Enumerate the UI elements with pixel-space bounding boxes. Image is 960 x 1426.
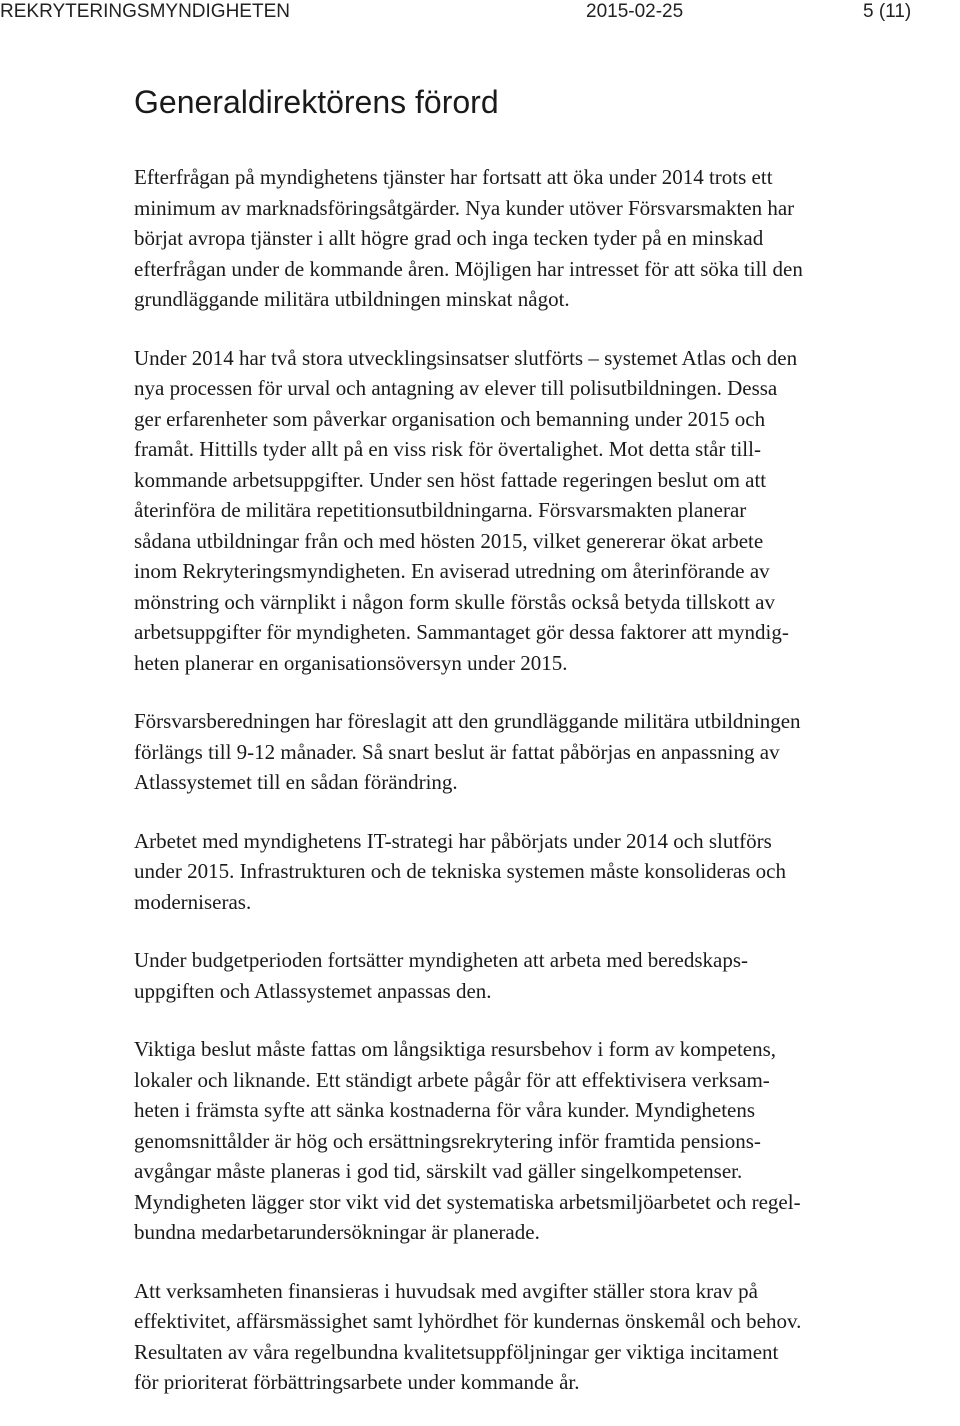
text-line: inom Rekryteringsmyndigheten. En aviserad utredning om återinförande av	[134, 559, 770, 583]
paragraph	[134, 945, 960, 1006]
text-line: Myndigheten lägger stor vikt vid det systematiska arbetsmiljöarbetet och regel-	[134, 1189, 801, 1214]
text-line: Under 2014 har två stora utvecklingsinsatser slutförts – systemet Atlas och den	[134, 345, 798, 370]
text-line: sådana utbildningar från och med hösten 2015, vilket genererar ökat arbete	[134, 528, 764, 553]
page-title: Generaldirektörens förord	[134, 84, 499, 120]
header-page-number: 5 (11)	[863, 1, 912, 22]
text-line: lokaler och liknande. Ett ständigt arbete pågår för att effektivisera verksam-	[134, 1067, 770, 1092]
text-line: effektivitet, affärsmässighet samt lyhördhet för kundernas önskemål och behov.	[134, 1309, 802, 1333]
page-header	[0, 0, 960, 28]
text-line: Under budgetperioden fortsätter myndigheten att arbeta med beredskaps-	[134, 948, 749, 972]
paragraph	[134, 706, 960, 798]
text-line: genomsnittålder är hög och ersättningsrekrytering inför framtida pensions-	[134, 1128, 761, 1153]
text-line: kommande arbetsuppgifter. Under sen höst fattade regeringen beslut om att	[134, 467, 767, 492]
text-line: Att verksamheten finansieras i huvudsak med avgifter ställer stora krav på	[134, 1278, 758, 1303]
text-line: börjat avropa tjänster i allt högre grad och inga tecken tyder på en minskad	[134, 226, 764, 250]
text-line: återinföra de militära repetitionsutbildningarna. Försvarsmakten planerar	[134, 498, 747, 522]
text-line: avgångar måste planeras i god tid, särskilt vad gäller singelkompetenser.	[134, 1159, 743, 1183]
text-line: förlängs till 9-12 månader. Så snart beslut är fattat påbörjas en anpassning av	[134, 739, 780, 764]
header-date: 2015-02-25	[586, 1, 684, 22]
text-line: heten i främsta syfte att sänka kostnaderna för våra kunder. Myndighetens	[134, 1098, 756, 1122]
text-line: Efterfrågan på myndighetens tjänster har fortsatt att öka under 2014 trots ett	[134, 165, 773, 189]
text-line: arbetsuppgifter för myndigheten. Sammantaget gör dessa faktorer att myndig-	[134, 620, 789, 644]
text-line: minimum av marknadsföringsåtgärder. Nya kunder utöver Försvarsmakten har	[134, 195, 795, 220]
paragraph	[134, 343, 960, 679]
text-line: mönstring och värnplikt i någon form skulle förstås också betyda tillskott av	[134, 589, 775, 614]
text-line: heten planerar en organisationsöversyn under 2015.	[134, 650, 568, 675]
text-line: under 2015. Infrastrukturen och de tekniska systemen måste konsolideras och	[134, 859, 786, 883]
text-line: för prioriterat förbättringsarbete under kommande år.	[134, 1370, 580, 1394]
text-line: efterfrågan under de kommande åren. Möjligen har intresset för att söka till den	[134, 256, 803, 281]
text-line: Resultaten av våra regelbundna kvalitetsuppföljningar ger viktiga incitament	[134, 1339, 779, 1364]
paragraph	[134, 826, 960, 918]
text-line: bundna medarbetarundersökningar är planerade.	[134, 1220, 540, 1244]
header-organization: REKRYTERINGSMYNDIGHETEN	[0, 1, 290, 22]
text-line: framåt. Hittills tyder allt på en viss risk för övertalighet. Mot detta står till-	[134, 437, 761, 461]
text-line: ger erfarenheter som påverkar organisation och bemanning under 2015 och	[134, 406, 766, 431]
text-line: grundläggande militära utbildningen minskat något.	[134, 287, 570, 311]
text-line: Försvarsberedningen har föreslagit att den grundläggande militära utbildningen	[134, 709, 801, 733]
paragraph	[134, 162, 960, 315]
text-line: Atlassystemet till en sådan förändring.	[134, 770, 458, 794]
text-line: Viktiga beslut måste fattas om långsiktiga resursbehov i form av kompetens,	[134, 1037, 777, 1061]
text-line: moderniseras.	[134, 889, 252, 914]
paragraph	[134, 1034, 960, 1248]
text-line: Arbetet med myndighetens IT-strategi har påbörjats under 2014 och slutförs	[134, 828, 772, 853]
paragraph	[134, 1276, 960, 1398]
body-text	[134, 162, 960, 1426]
text-line: nya processen för urval och antagning av elever till polisutbildningen. Dessa	[134, 376, 778, 400]
text-line: uppgiften och Atlassystemet anpassas den.	[134, 978, 492, 1003]
